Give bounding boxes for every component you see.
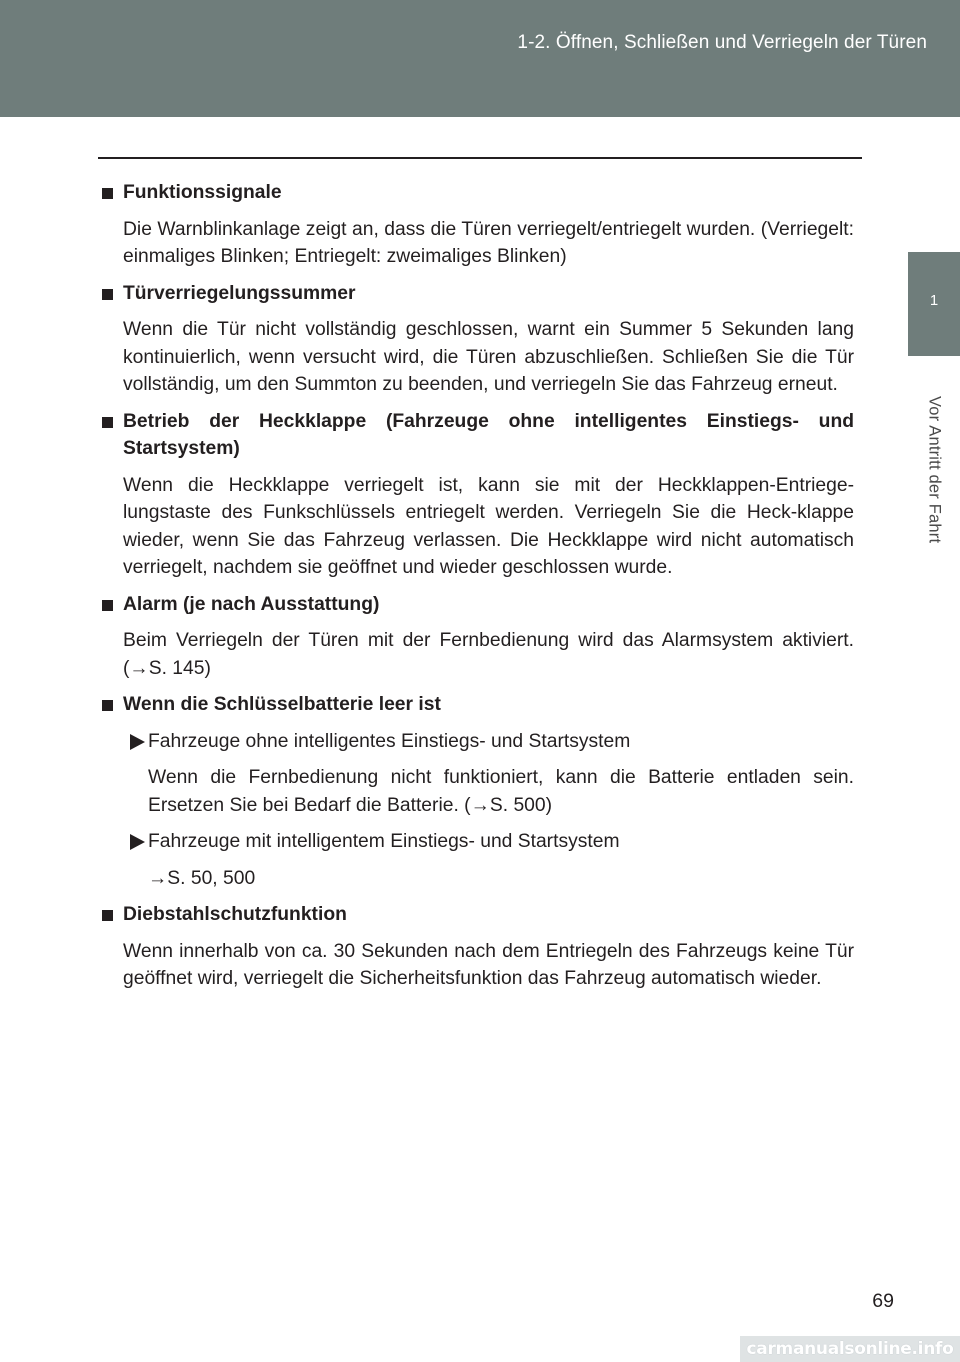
- section-title: 1-2. Öffnen, Schließen und Verriegeln der Türen: [517, 32, 927, 53]
- section-body-tuerverriegelungssummer: Wenn die Tür nicht vollständig geschlossen, warnt ein Summer 5 Sekunden lang kontinuierlich, wenn versucht wird, die Türen abzuschließen. Schließen Sie die Tür vollständig, um den Summton zu beenden, und verriegeln Sie das Fahrzeug erneut.: [123, 319, 854, 395]
- header-bar: [0, 0, 960, 117]
- section-heading-diebstahlschutz: Diebstahlschutzfunktion: [100, 901, 854, 929]
- sub-heading-mit-system: Fahrzeuge mit intelligentem Einstiegs- und Startsystem: [100, 828, 854, 856]
- header-rule: [98, 157, 862, 159]
- watermark: [740, 1336, 960, 1362]
- section-heading-alarm: Alarm (je nach Ausstattung): [100, 591, 854, 619]
- square-bullet-icon: [102, 600, 113, 611]
- chapter-label: [908, 356, 960, 584]
- sub-body-ohne-system: Wenn die Fernbedienung nicht funktioniert, kann die Batterie entladen sein. Ersetzen Sie bei Bedarf die Batterie. (→S. 500): [148, 767, 854, 816]
- square-bullet-icon: [102, 910, 113, 921]
- section-body-alarm: Beim Verriegeln der Türen mit der Fernbedienung wird das Alarmsystem aktiviert. (→S. 145): [123, 630, 854, 679]
- section-heading-tuerverriegelungssummer: Türverriegelungssummer: [100, 280, 854, 308]
- chapter-tab: [908, 252, 960, 356]
- square-bullet-icon: [102, 700, 113, 711]
- section-heading-heckklappe: Betrieb der Heckklappe (Fahrzeuge ohne intelligentes Einstiegs- und Startsystem): [100, 408, 854, 463]
- section-heading-schluesselbatterie: Wenn die Schlüsselbatterie leer ist: [100, 691, 854, 719]
- watermark-text: carmanualsonline.info: [746, 1339, 954, 1359]
- page-number: 69: [872, 1290, 894, 1312]
- section-body-heckklappe: Wenn die Heckklappe verriegelt ist, kann sie mit der Heckklappen-Entriege-lungstaste des Funkschlüssels entriegelt werden. Verriegeln Sie die Heck-klappe wieder, wenn Sie das Fahrzeug verlassen. Die Heckklappe wird nicht automatisch verriegelt, nachdem sie geöffnet und wieder geschlossen wurde.: [123, 474, 854, 578]
- chapter-number: 1: [929, 292, 939, 309]
- triangle-bullet-icon: [130, 834, 145, 850]
- chapter-label-text: Vor Antritt der Fahrt: [925, 396, 944, 544]
- page-content: [100, 179, 854, 993]
- section-body-funktionssignale: Die Warnblinkanlage zeigt an, dass die Türen verriegelt/entriegelt wurden. (Verriegelt: einmaliges Blinken; Entriegelt: zweimaliges Blinken): [123, 218, 854, 267]
- sub-body-mit-system: →S. 50, 500: [148, 867, 256, 889]
- square-bullet-icon: [102, 188, 113, 199]
- section-body-diebstahlschutz: Wenn innerhalb von ca. 30 Sekunden nach dem Entriegeln des Fahrzeugs keine Tür geöffnet wird, verriegelt die Sicherheitsfunktion das Fahrzeug automatisch wieder.: [123, 940, 854, 989]
- square-bullet-icon: [102, 417, 113, 428]
- triangle-bullet-icon: [130, 734, 145, 750]
- sub-heading-ohne-system: Fahrzeuge ohne intelligentes Einstiegs- und Startsystem: [100, 728, 854, 756]
- section-heading-funktionssignale: Funktionssignale: [100, 179, 854, 207]
- square-bullet-icon: [102, 289, 113, 300]
